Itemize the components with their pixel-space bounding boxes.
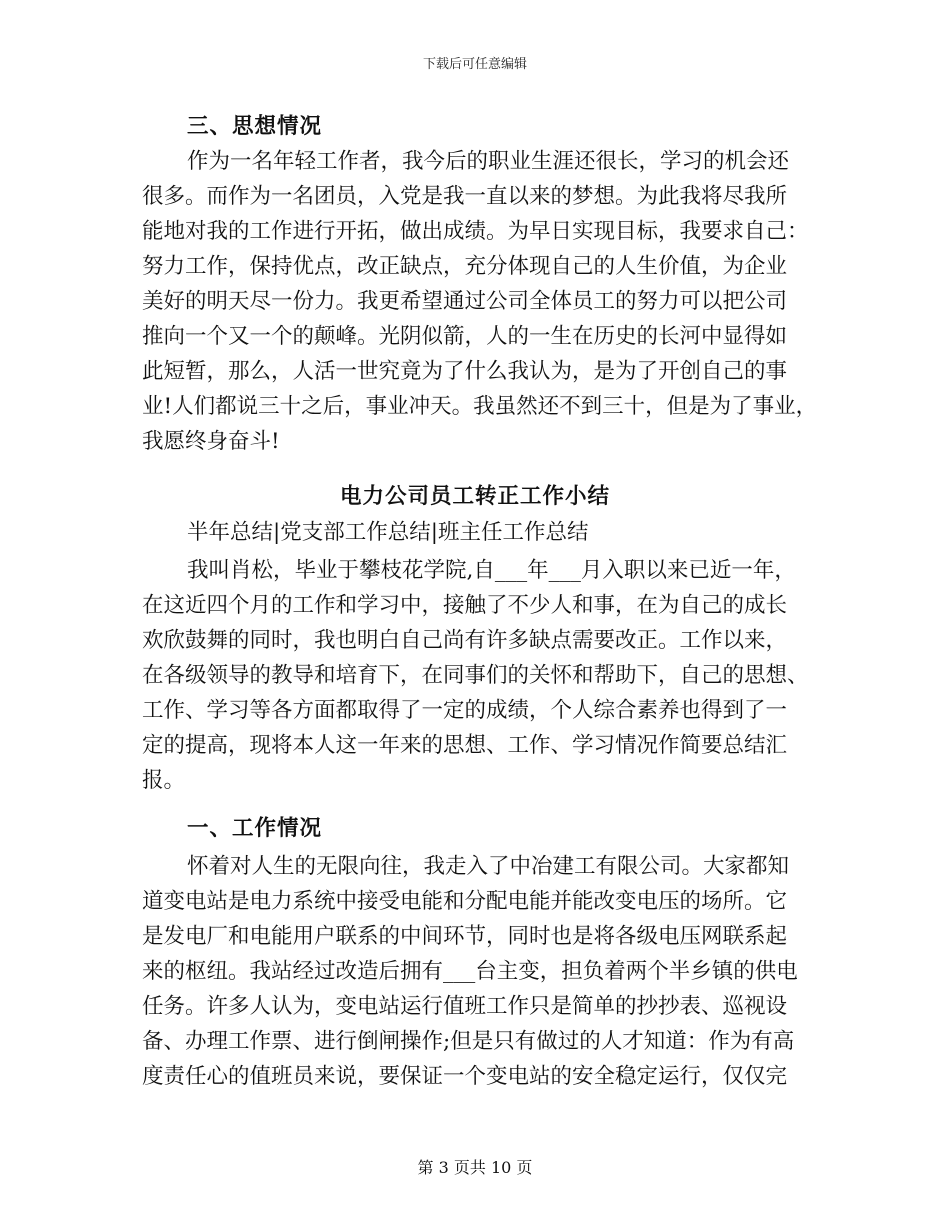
paragraph-line: 备、办理工作票、进行倒闸操作;但是只有做过的人才知道：作为有高	[142, 1029, 795, 1054]
paragraph-line: 欢欣鼓舞的同时，我也明白自己尚有许多缺点需要改正。工作以来，	[142, 628, 788, 653]
article-title: 电力公司员工转正工作小结	[339, 484, 610, 509]
paragraph-line: 我叫肖松，毕业于攀枝花学院,自___年___月入职以来已近一年，	[187, 558, 796, 583]
paragraph-line: 我愿终身奋斗!	[142, 429, 280, 454]
article-tags: 半年总结|党支部工作总结|班主任工作总结	[187, 520, 589, 545]
paragraph-line: 在各级领导的教导和培育下，在同事们的关怀和帮助下，自己的思想、	[142, 663, 809, 688]
paragraph-line: 能地对我的工作进行开拓，做出成绩。为早日实现目标，我要求自己：	[142, 219, 809, 244]
paragraph-line: 任务。许多人认为，变电站运行值班工作只是简单的抄抄表、巡视设	[142, 994, 788, 1019]
paragraph-line: 道变电站是电力系统中接受电能和分配电能并能改变电压的场所。它	[142, 889, 788, 914]
paragraph-line: 努力工作，保持优点，改正缺点，充分体现自己的人生价值，为企业	[142, 254, 788, 279]
paragraph-line: 工作、学习等各方面都取得了一定的成绩，个人综合素养也得到了一	[142, 698, 788, 723]
paragraph-line: 报。	[142, 768, 186, 793]
page-footer: 第 3 页共 10 页	[417, 1158, 533, 1177]
paragraph-line: 是发电厂和电能用户联系的中间环节，同时也是将各级电压网联系起	[142, 924, 788, 949]
paragraph-line: 业!人们都说三十之后，事业冲天。我虽然还不到三十，但是为了事业，	[142, 394, 818, 419]
section-heading-work: 一、工作情况	[187, 816, 323, 841]
paragraph-line: 此短暂，那么，人活一世究竟为了什么我认为，是为了开创自己的事	[142, 359, 788, 384]
paragraph-line: 来的枢纽。我站经过改造后拥有___台主变，担负着两个半乡镇的供电	[142, 959, 798, 984]
paragraph-line: 定的提高，现将本人这一年来的思想、工作、学习情况作简要总结汇	[142, 733, 788, 758]
paragraph-line: 度责任心的值班员来说，要保证一个变电站的安全稳定运行，仅仅完	[142, 1064, 788, 1089]
section-heading-thoughts: 三、思想情况	[187, 114, 323, 139]
paragraph-line: 推向一个又一个的颠峰。光阴似箭，人的一生在历史的长河中显得如	[142, 324, 788, 349]
page-header-note: 下载后可任意编辑	[422, 57, 527, 72]
paragraph-line: 很多。而作为一名团员，入党是我一直以来的梦想。为此我将尽我所	[142, 184, 788, 209]
paragraph-line: 美好的明天尽一份力。我更希望通过公司全体员工的努力可以把公司	[142, 289, 788, 314]
paragraph-line: 怀着对人生的无限向往，我走入了中冶建工有限公司。大家都知	[187, 854, 790, 879]
paragraph-line: 作为一名年轻工作者，我今后的职业生涯还很长，学习的机会还	[187, 149, 790, 174]
paragraph-line: 在这近四个月的工作和学习中，接触了不少人和事，在为自己的成长	[142, 593, 788, 618]
